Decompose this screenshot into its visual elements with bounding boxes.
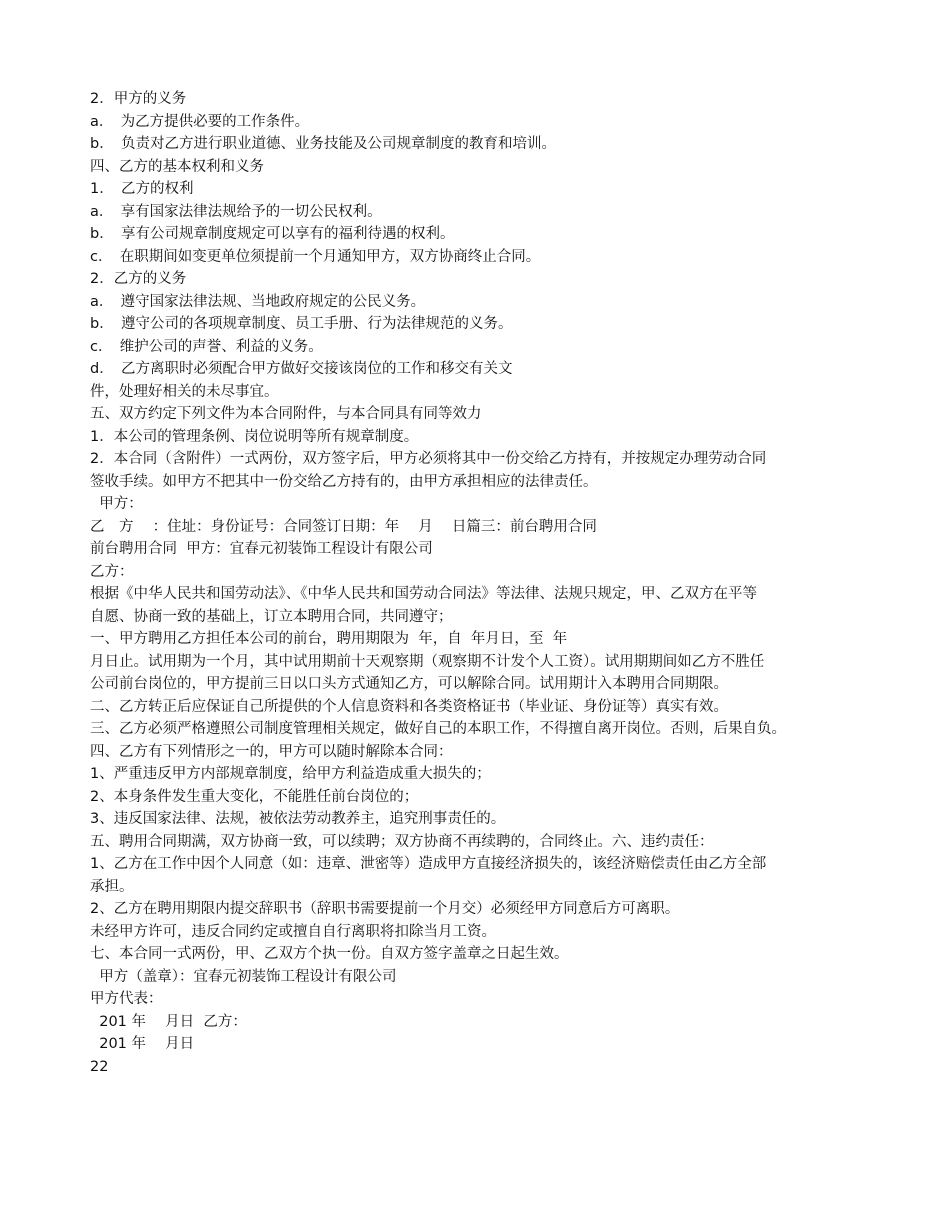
text-line: 2、乙方在聘用期限内提交辞职书（辞职书需要提前一个月交）必须经甲方同意后方可离职。 xyxy=(90,901,680,917)
section-heading: 二、乙方转正后应保证自己所提供的个人信息资料和各类资格证书（毕业证、身份证等）真实有效。 xyxy=(90,698,728,715)
text-line: b． 负责对乙方进行职业道德、业务技能及公司规章制度的教育和培训。 xyxy=(90,136,556,152)
section-heading: 七、本合同一式两份，甲、乙双方个执一份。自双方签字盖章之日起生效。 xyxy=(90,946,569,962)
section-heading: 一、甲方聘用乙方担任本公司的前台，聘用期限为 年，自 年月日，至 年 xyxy=(90,631,568,647)
date-line: 201 年 月日 乙方： xyxy=(90,1013,247,1030)
text-line: a． 为乙方提供必要的工作条件。 xyxy=(90,113,310,130)
text-line: d． 乙方离职时必须配合甲方做好交接该岗位的工作和移交有关文 xyxy=(90,361,513,377)
text-line: 月日止。试用期为一个月，其中试用期前十天观察期（观察期不计发个人工资）。试用期期间如乙方不胜任 xyxy=(90,653,765,670)
text-line: 件，处理好相关的未尽事宜。 xyxy=(90,383,279,400)
text-line: 2．本合同（含附件）一式两份，双方签字后，甲方必须将其中一份交给乙方持有，并按规定办理劳动合同 xyxy=(90,451,767,467)
section-heading: 五、聘用合同期满，双方协商一致，可以续聘；双方协商不再续聘的，合同终止。六、违约责任： xyxy=(90,833,714,850)
text-line: 未经甲方许可，违反合同约定或擅自自行离职将扣除当月工资。 xyxy=(90,923,496,940)
text-line: 3、违反国家法律、法规，被依法劳动教养主，追究刑事责任的。 xyxy=(90,811,506,827)
text-line: 1． 乙方的权利 xyxy=(90,181,194,197)
text-line: 签收手续。如甲方不把其中一份交给乙方持有的，由甲方承担相应的法律责任。 xyxy=(90,473,598,490)
text-line: 2、本身条件发生重大变化，不能胜任前台岗位的； xyxy=(90,788,419,805)
text-line: 公司前台岗位的，甲方提前三日以口头方式通知乙方，可以解除合同。试用期计入本聘用合同期限。 xyxy=(90,676,728,692)
text-line: a． 遵守国家法律法规、当地政府规定的公民义务。 xyxy=(90,293,426,310)
text-line: c． 维护公司的声誉、利益的义务。 xyxy=(90,338,323,355)
text-line: 1、严重违反甲方内部规章制度，给甲方利益造成重大损失的； xyxy=(90,766,491,782)
party-line: 乙方： xyxy=(90,563,134,580)
text-line: 1、乙方在工作中因个人同意（如：违章、泄密等）造成甲方直接经济损失的，该经济赔偿责任由乙方全部 xyxy=(90,856,767,872)
text-line: a． 享有国家法律法规给予的一切公民权利。 xyxy=(90,203,382,220)
text-line: b． 遵守公司的各项规章制度、员工手册、行为法律规范的义务。 xyxy=(90,316,513,332)
page-number: 22 xyxy=(90,1058,109,1075)
text-line: 自愿、协商一致的基础上，订立本聘用合同，共同遵守； xyxy=(90,608,453,625)
text-line: 根据《中华人民共和国劳动法》、《中华人民共和国劳动合同法》等法律、法规只规定，甲、乙双方在平等 xyxy=(90,586,757,602)
text-line: 2．甲方的义务 xyxy=(90,91,187,107)
text-line: b． 享有公司规章制度规定可以享有的福利待遇的权利。 xyxy=(90,226,455,242)
section-heading: 五、双方约定下列文件为本合同附件，与本合同具有同等效力 xyxy=(90,406,482,422)
text-line: c． 在职期间如变更单位须提前一个月通知甲方，双方协商终止合同。 xyxy=(90,248,541,265)
signature-line: 甲方（盖章）：宜春元初装饰工程设计有限公司 xyxy=(90,968,397,985)
section-heading: 三、乙方必须严格遵照公司制度管理相关规定，做好自己的本职工作，不得擅自离开岗位。否则，后果自负。 xyxy=(90,721,786,737)
text-line: 2．乙方的义务 xyxy=(90,271,187,287)
signature-line: 甲方代表： xyxy=(90,991,163,1007)
text-line: 1．本公司的管理条例、岗位说明等所有规章制度。 xyxy=(90,428,419,445)
signature-line: 乙 方 ：住址：身份证号：合同签订日期：年 月 日篇三：前台聘用合同 xyxy=(90,518,597,535)
section-heading: 四、乙方的基本权利和义务 xyxy=(90,158,264,175)
signature-line: 甲方： xyxy=(90,496,143,512)
date-line: 201 年 月日 xyxy=(90,1036,195,1052)
section-heading: 四、乙方有下列情形之一的，甲方可以随时解除本合同： xyxy=(90,743,453,760)
text-line: 承担。 xyxy=(90,878,134,895)
document-page xyxy=(90,88,930,1078)
contract-title: 前台聘用合同 甲方：宜春元初装饰工程设计有限公司 xyxy=(90,541,433,557)
